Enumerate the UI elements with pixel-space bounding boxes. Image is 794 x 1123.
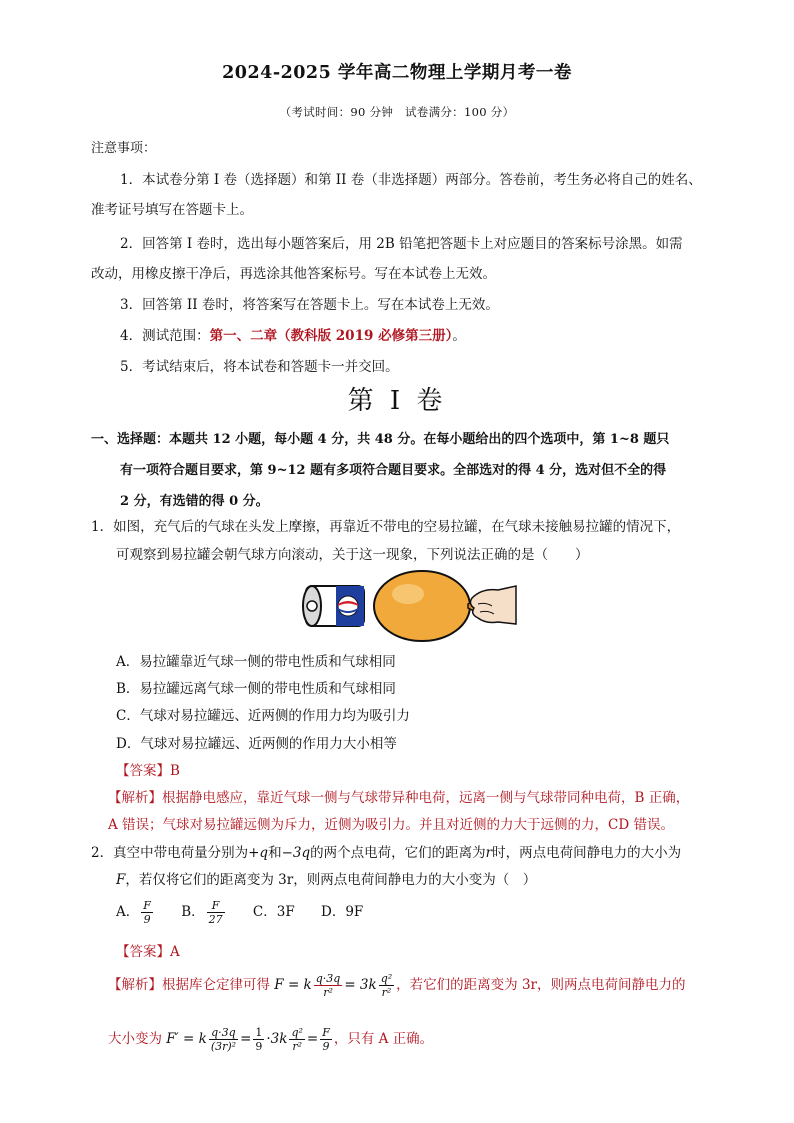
q1-option-d: D．气球对易拉罐远、近两侧的作用力大小相等 <box>116 736 397 752</box>
q1-stem-line2: 可观察到易拉罐会朝气球方向滚动，关于这一现象，下列说法正确的是（ ） <box>116 547 589 563</box>
hand-icon <box>470 586 516 624</box>
note-4 <box>120 324 466 344</box>
q2-text-b: 和 <box>268 845 282 861</box>
q1-option-c: C．气球对易拉罐远、近两侧的作用力均为吸引力 <box>116 708 410 724</box>
note-5: 5．考试结束后，将本试卷和答题卡一并交回。 <box>120 359 399 375</box>
q1-analysis-line1: 【解析】根据静电感应，靠近气球一侧与气球带异种电荷，远离一侧与气球带同种电荷，B 正确， <box>108 790 690 806</box>
q2-analysis-line2: 大小变为 F′ = k $\frac{q\cdot 3q}{\text{(3r)²}}$ = $\frac{1}{9}$ ·3k $\frac{\text{q²}}{\text{r²}}$ = $\frac{F}{9}$ ，只有 A 正确。 <box>108 1026 434 1053</box>
note-1b: 准考证号填写在答题卡上。 <box>91 202 253 218</box>
q1-option-b: B．易拉罐远离气球一侧的带电性质和气球相同 <box>116 681 396 697</box>
exam-info: （考试时间：90 分钟 试卷满分：100 分） <box>279 105 515 119</box>
q2-option-c: C．3F <box>252 904 295 920</box>
page-title: 2024-2025 学年高二物理上学期月考一卷 <box>222 63 572 83</box>
note-4-prefix: 4．测试范围： <box>120 328 210 344</box>
q1-stem-line1: 1．如图，充气后的气球在头发上摩擦，再靠近不带电的空易拉罐，在气球未接触易拉罐的情况下， <box>91 519 681 535</box>
q2-analysis-line1: 【解析】根据库仑定律可得 F = k $\frac{q\cdot 3q}{\text{r²}}$ = 3k $\frac{\text{q²}}{\text{r²}}$ ，若它们的距离变为 3r，则两点电荷间静电力的 <box>108 972 686 999</box>
balloon-can-illustration <box>300 568 520 644</box>
q2-option-b: B． $\frac{F}{27}$ <box>181 899 223 926</box>
q2-options <box>116 899 385 926</box>
section-instructions-3: 2 分，有选错的得 0 分。 <box>120 494 269 509</box>
q2-text-a: 2．真空中带电荷量分别为 <box>91 845 249 861</box>
force-f: F <box>116 872 126 888</box>
q1-option-a: A．易拉罐靠近气球一侧的带电性质和气球相同 <box>116 654 396 670</box>
q2-option-a: A． $\frac{F}{9}$ <box>116 899 151 926</box>
q1-analysis-line2: A 错误；气球对易拉罐远侧为斥力，近侧为吸引力。并且对近侧的力大于远侧的力，CD 错误。 <box>108 817 674 833</box>
note-4-suffix: 。 <box>452 328 466 344</box>
q2-text-d: 时，两点电荷间静电力的大小为 <box>492 845 682 861</box>
section-instructions-2: 有一项符合题目要求，第 9~12 题有多项符合题目要求。全部选对的得 4 分，选对但不全的得 <box>120 463 667 478</box>
distance-r: r <box>485 845 493 861</box>
q1-answer: 【答案】B <box>116 763 180 779</box>
charge-1: +q <box>248 845 269 861</box>
q2-stem-line1 <box>91 841 681 861</box>
charge-2: −3q <box>281 845 311 861</box>
notes-heading: 注意事项： <box>91 141 157 156</box>
q2-answer: 【答案】A <box>116 944 180 960</box>
q2-stem-line2 <box>116 868 536 888</box>
balloon-icon <box>374 571 476 641</box>
q2-text-e: ，若仅将它们的距离变为 3r，则两点电荷间静电力的大小变为（ ） <box>125 872 537 888</box>
note-2a: 2．回答第 I 卷时，选出每小题答案后，用 2B 铅笔把答题卡上对应题目的答案标号涂黑。如需 <box>120 236 683 252</box>
q2-text-c: 的两个点电荷，它们的距离为 <box>310 845 486 861</box>
q2-option-d: D．9F <box>321 904 364 920</box>
note-2b: 改动，用橡皮擦干净后，再选涂其他答案标号。写在本试卷上无效。 <box>91 266 496 282</box>
note-3: 3．回答第 II 卷时，将答案写在答题卡上。写在本试卷上无效。 <box>120 297 499 313</box>
soda-can-icon <box>303 586 364 626</box>
volume-title: 第 I 卷 <box>347 386 447 416</box>
test-scope: 第一、二章（教科版 2019 必修第三册） <box>209 328 453 344</box>
note-1a: 1．本试卷分第 I 卷（选择题）和第 II 卷（非选择题）两部分。答卷前，考生务必将自己的姓名、 <box>120 172 702 188</box>
section-instructions-1: 一、选择题：本题共 12 小题，每小题 4 分，共 48 分。在每小题给出的四个选项中，第 1~8 题只 <box>91 432 670 447</box>
